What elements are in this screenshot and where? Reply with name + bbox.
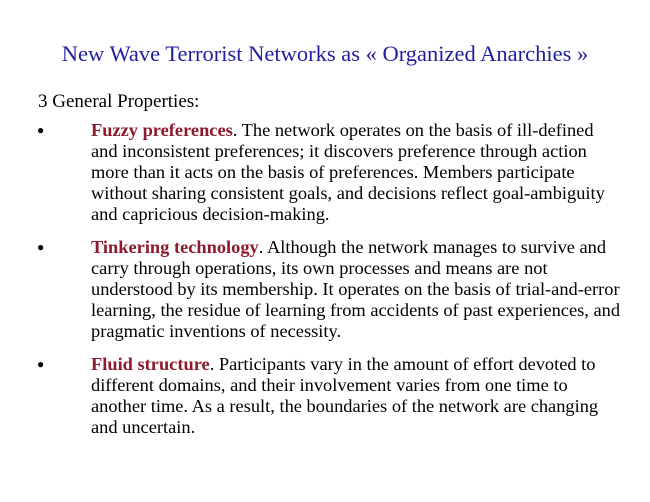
bullet-term: Fluid structure [91,354,210,374]
slide-title: New Wave Terrorist Networks as « Organized Anarchies » [61,41,589,66]
bullet-description: . Although the network manages to survive and carry through operations, its own processes and means are not understood by its membership. It operates on the basis of trial-and-error learning, the residue of learning from accidents of past experiences, and pragmatic inventions of necessity. [91,237,621,341]
bullet-text [91,237,621,342]
bullet-item-fuzzy-preferences [0,120,650,225]
bullet-term: Fuzzy preferences [91,120,233,140]
bullet-description: . The network operates on the basis of ill-defined and inconsistent preferences; it discovers preference through action more than it acts on the basis of preferences. Members participate without sharing consistent goals, and decisions reflect goal-ambiguity and capricious decision-making. [91,120,605,224]
bullet-item-fluid-structure [0,354,650,438]
bullet-dot-icon: ● [37,240,45,254]
bullet-term: Tinkering technology [91,237,259,257]
bullet-list [0,120,650,450]
bullet-item-tinkering-technology [0,237,650,342]
bullet-dot-icon: ● [37,357,45,371]
bullet-dot-icon: ● [37,123,45,137]
slide-subtitle: 3 General Properties: [38,91,200,112]
bullet-text [91,120,621,225]
bullet-text [91,354,621,438]
bullet-description: . Participants vary in the amount of effort devoted to different domains, and their involvement varies from one time to another time. As a result, the boundaries of the network are changing and uncertain. [91,354,599,437]
